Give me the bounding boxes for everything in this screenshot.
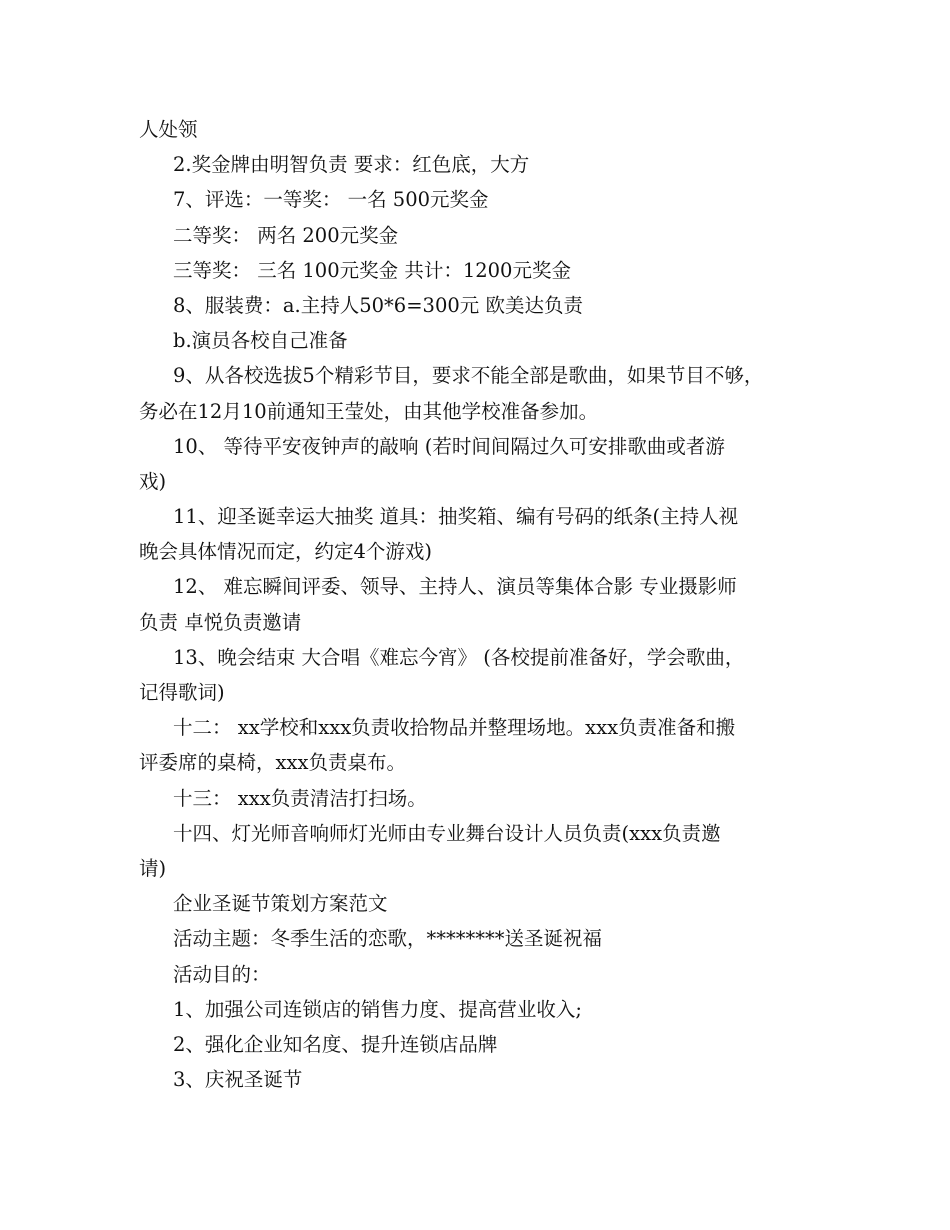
text-line: 务必在12月10前通知王莹处，由其他学校准备参加。 bbox=[139, 399, 599, 423]
text-line: 十二： xx学校和xxx负责收拾物品并整理场地。xxx负责准备和搬 bbox=[173, 716, 736, 740]
text-line: 10、 等待平安夜钟声的敲响 (若时间间隔过久可安排歌曲或者游 bbox=[173, 434, 725, 458]
text-line: 活动目的： bbox=[173, 962, 271, 986]
text-line: 12、 难忘瞬间评委、领导、主持人、演员等集体合影 专业摄影师 bbox=[173, 575, 737, 599]
text-line: 戏) bbox=[139, 469, 167, 493]
text-line: 7、评选：一等奖： 一名 500元奖金 bbox=[173, 188, 489, 212]
text-line: 9、从各校选拔5个精彩节目，要求不能全部是歌曲，如果节目不够， bbox=[173, 364, 764, 388]
text-line: 十三： xxx负责清洁打扫场。 bbox=[173, 786, 427, 810]
text-line: 2.奖金牌由明智负责 要求：红色底，大方 bbox=[173, 153, 530, 177]
text-line: 11、迎圣诞幸运大抽奖 道具：抽奖箱、编有号码的纸条(主持人视 bbox=[173, 505, 739, 529]
text-line: 十四、灯光师音响师灯光师由专业舞台设计人员负责(xxx负责邀 bbox=[173, 821, 721, 845]
text-line: 请) bbox=[139, 856, 167, 880]
text-line: 8、服装费：a.主持人50*6=300元 欧美达负责 bbox=[173, 293, 583, 317]
text-line: 3、庆祝圣诞节 bbox=[173, 1068, 303, 1092]
text-line: 13、晚会结束 大合唱《难忘今宵》 (各校提前准备好，学会歌曲， bbox=[173, 645, 745, 669]
text-line: 晚会具体情况而定，约定4个游戏) bbox=[139, 540, 433, 564]
text-line: 2、强化企业知名度、提升连锁店品牌 bbox=[173, 1032, 498, 1056]
text-line: 人处领 bbox=[139, 118, 198, 141]
text-line: 活动主题：冬季生活的恋歌，********送圣诞祝福 bbox=[173, 927, 603, 951]
text-line: 企业圣诞节策划方案范文 bbox=[173, 892, 388, 916]
text-line: 负责 卓悦负责邀请 bbox=[139, 610, 302, 634]
text-line: 记得歌词) bbox=[139, 681, 225, 704]
text-line: 评委席的桌椅，xxx负责桌布。 bbox=[139, 751, 406, 775]
text-line: 二等奖： 两名 200元奖金 bbox=[173, 223, 399, 247]
text-line: 1、加强公司连锁店的销售力度、提高营业收入; bbox=[173, 997, 582, 1021]
text-line: 三等奖： 三名 100元奖金 共计：1200元奖金 bbox=[173, 258, 571, 282]
text-line: b.演员各校自己准备 bbox=[173, 329, 348, 353]
